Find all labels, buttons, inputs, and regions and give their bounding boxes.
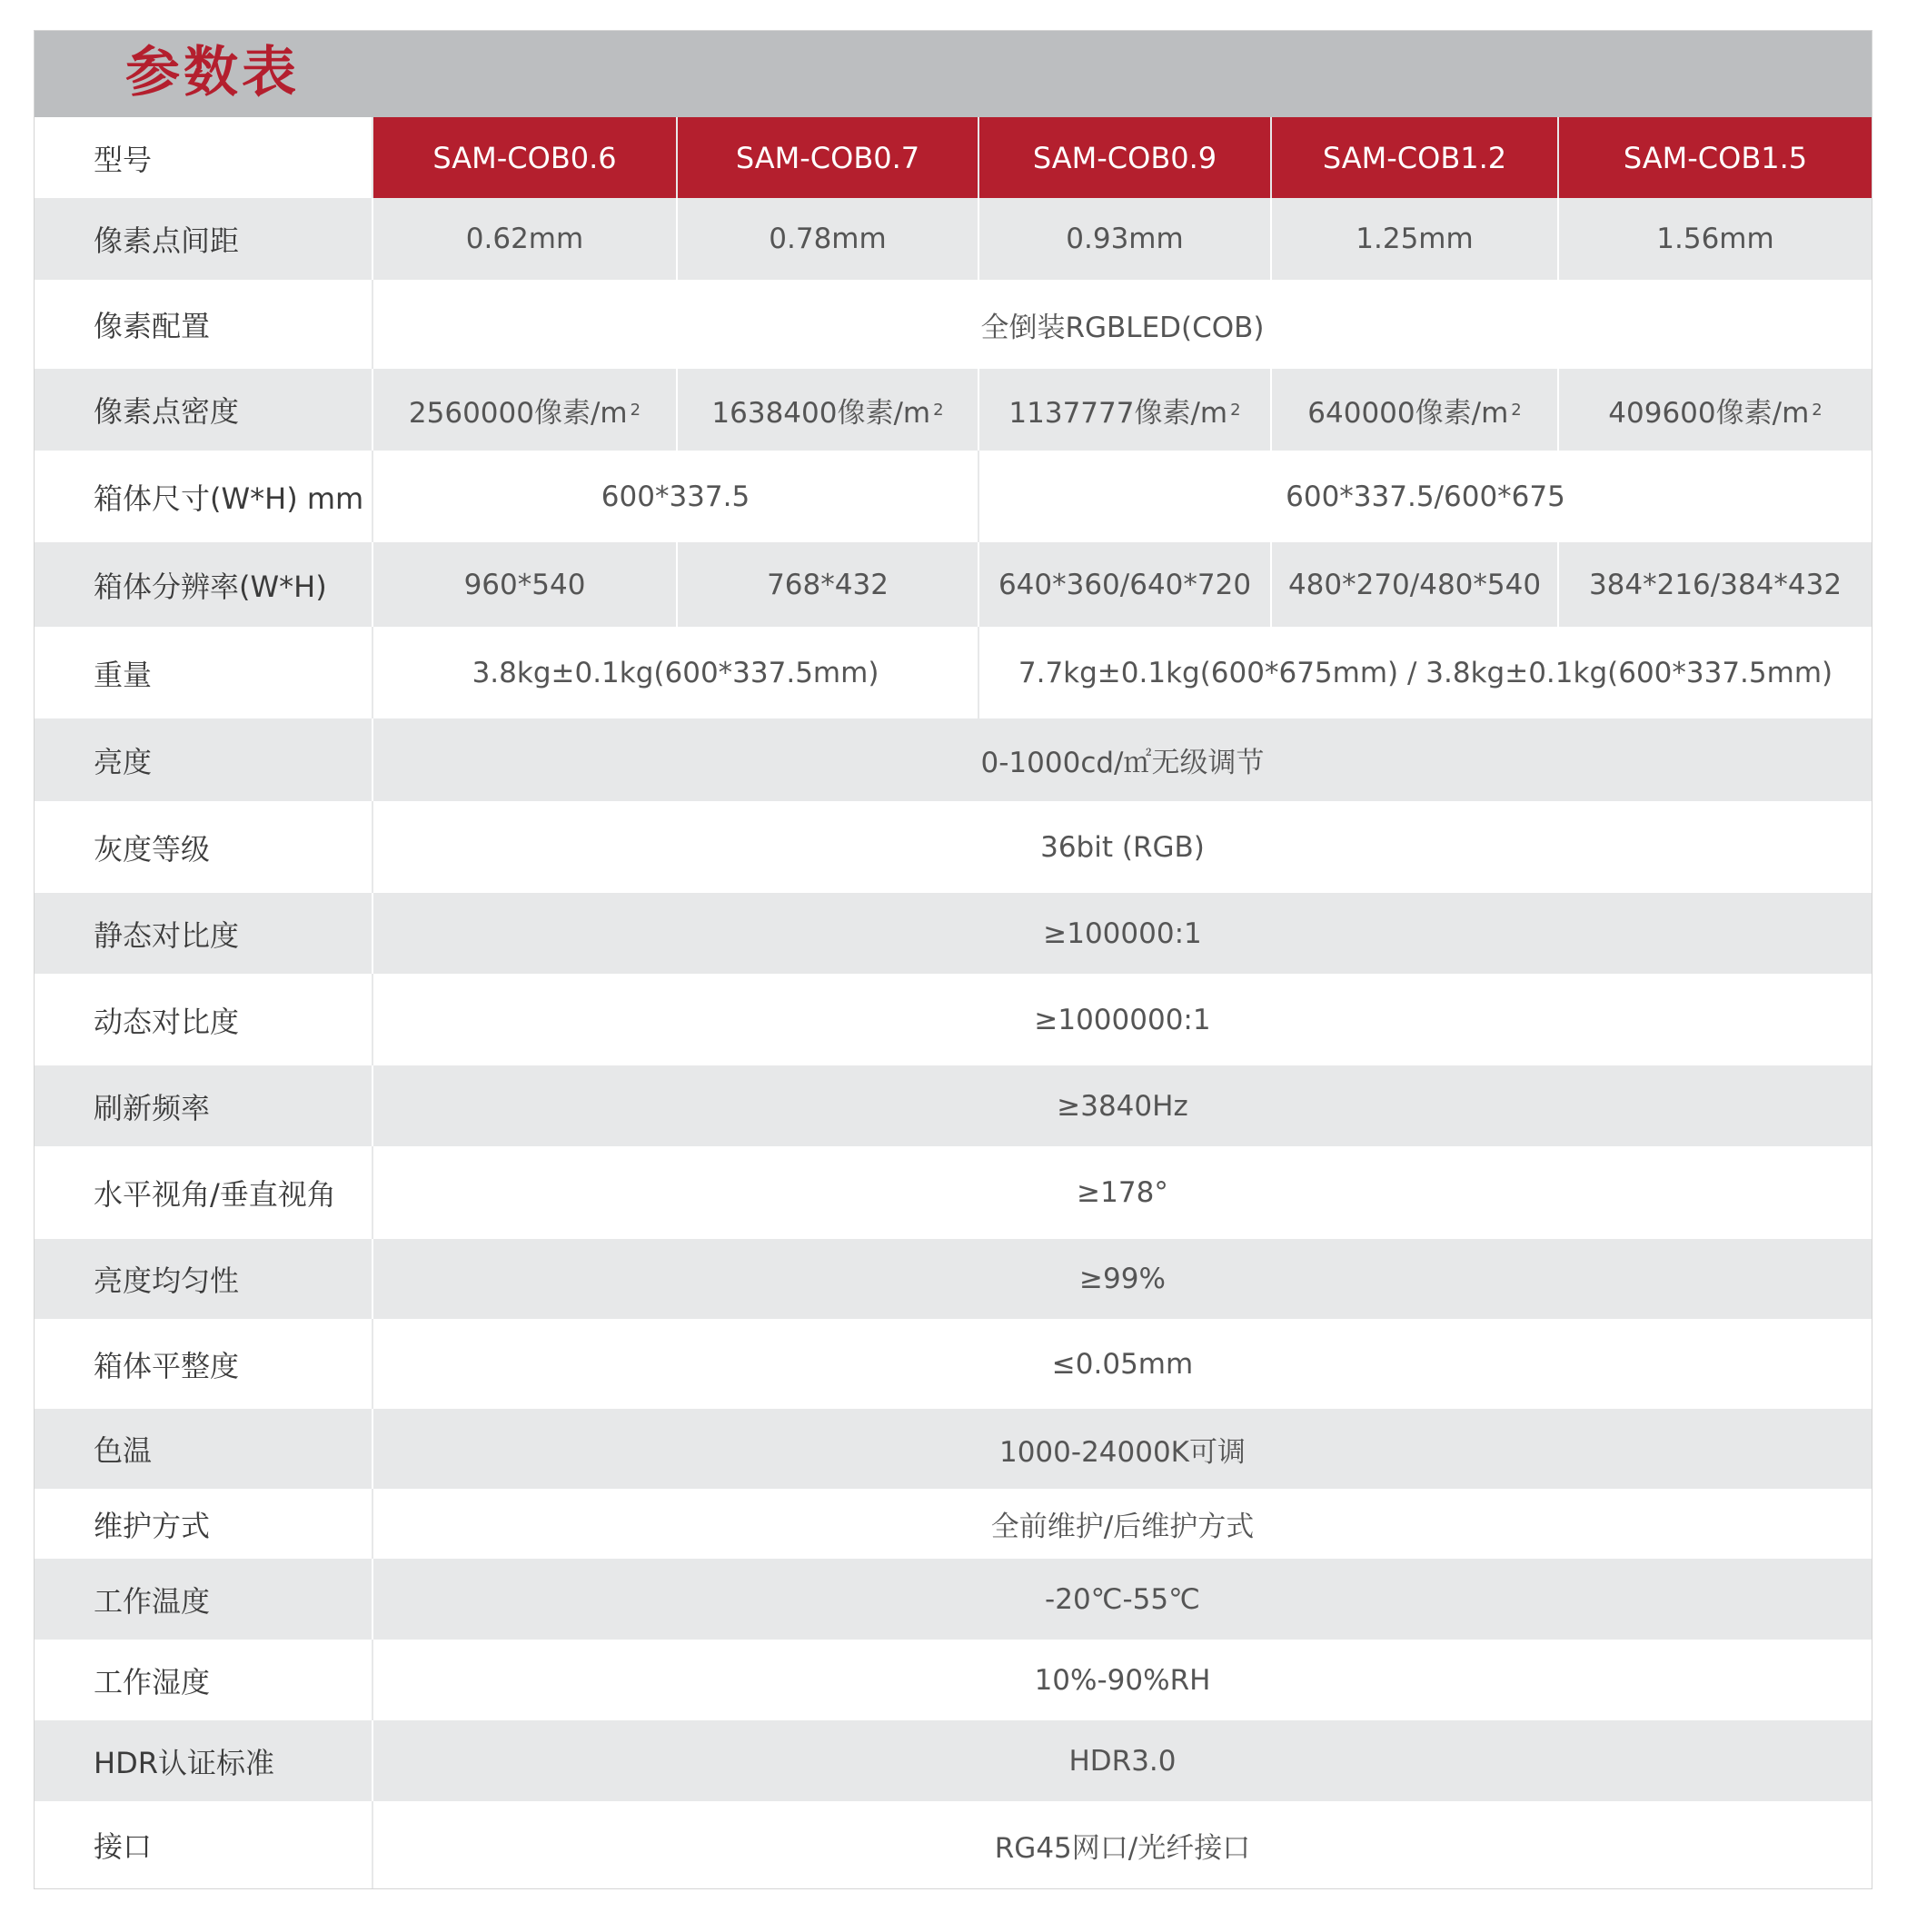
table-row [35,542,1872,627]
value-cell: 600*337.5/600*675 [1286,480,1565,513]
table-row [35,974,1872,1065]
value-cell: 480*270/480*540 [1272,542,1559,627]
value-cell: 384*216/384*432 [1588,568,1842,601]
title-bar [35,31,1872,117]
row-label: 亮度 [35,718,373,801]
value-cell: 2560000像素/m 2 [373,369,678,451]
table-row [35,801,1872,893]
value-cell: 7.7kg±0.1kg(600*675mm) / 3.8kg±0.1kg(600*337.5mm) [1018,656,1833,689]
row-label: 工作温度 [35,1559,373,1640]
table-row [35,1146,1872,1239]
value-cell: 640000像素/m 2 [1272,369,1559,451]
row-label: 静态对比度 [35,893,373,974]
value-cell: 36bit (RGB) [1040,830,1205,864]
superscript: 2 [1230,400,1241,420]
value-cell: 768*432 [678,542,979,627]
row-label: 亮度均匀性 [35,1239,373,1319]
value-cell: -20℃-55℃ [1045,1582,1200,1616]
value-cell: RG45网口/光纤接口 [994,1831,1251,1865]
value-cell: ≥1000000:1 [1034,1003,1211,1036]
table-header-row [35,117,1872,198]
superscript: 2 [1812,400,1823,420]
value-cell: 1.25mm [1272,198,1559,280]
value-cell: 3.8kg±0.1kg(600*337.5mm) [373,627,979,718]
table-row [35,1239,1872,1319]
superscript: 2 [933,400,944,420]
row-label: 像素点间距 [35,198,373,280]
value-cell: ≥3840Hz [1057,1089,1188,1123]
table-row [35,1319,1872,1409]
value-cell: 1.56mm [1656,223,1774,255]
table-row [35,1409,1872,1489]
row-label: 动态对比度 [35,974,373,1065]
table-row [35,280,1872,369]
value-cell: ≥178° [1077,1176,1168,1209]
table-row [35,893,1872,974]
superscript: 2 [1511,400,1522,420]
row-label: 重量 [35,627,373,718]
value-cell: 0-1000cd/㎡无级调节 [980,747,1265,779]
row-label: 工作湿度 [35,1640,373,1720]
table-row [35,1489,1872,1559]
value-cell: 1000-24000K可调 [998,1435,1247,1469]
row-label: 水平视角/垂直视角 [35,1146,373,1239]
page-title: 参数表 [125,41,300,104]
model-cell: SAM-COB1.2 [1272,117,1559,198]
row-label: 像素点密度 [35,369,373,451]
value-cell: 640*360/640*720 [979,542,1272,627]
value-cell: HDR3.0 [1068,1744,1177,1778]
row-label: 像素配置 [35,280,373,369]
value-cell: 409600像素/m 2 [1608,396,1823,430]
table-row [35,627,1872,718]
value-cell: ≥100000:1 [1043,916,1202,950]
value-cell: ≤0.05mm [1051,1347,1194,1381]
table-row [35,1559,1872,1640]
model-cell: SAM-COB0.9 [979,117,1272,198]
value-cell: 1638400像素/m 2 [678,369,979,451]
row-label: 刷新频率 [35,1065,373,1146]
value-cell: 600*337.5 [373,451,979,542]
value-cell: 10%-90%RH [1034,1663,1211,1697]
value-cell: 1137777像素/m 2 [979,369,1272,451]
value-cell: 全倒装RGBLED(COB) [980,311,1265,344]
model-cell: SAM-COB1.5 [1623,140,1808,175]
value-cell: 0.62mm [373,198,678,280]
spec-sheet [34,30,1872,1889]
row-label: 接口 [35,1801,373,1888]
row-label: 维护方式 [35,1489,373,1559]
row-label: 箱体平整度 [35,1319,373,1409]
model-cell: SAM-COB0.6 [373,117,678,198]
table-row [35,718,1872,801]
value-cell: 全前维护/后维护方式 [990,1511,1255,1543]
table-row [35,1720,1872,1801]
row-label: 箱体尺寸(W*H) mm [35,451,373,542]
table-row [35,1640,1872,1720]
value-cell: ≥99% [1079,1263,1166,1295]
row-label: HDR认证标准 [35,1720,373,1801]
value-cell: 960*540 [373,542,678,627]
table-row [35,1801,1872,1888]
model-cell: SAM-COB0.7 [678,117,979,198]
value-cell: 0.93mm [979,198,1272,280]
row-label: 色温 [35,1409,373,1489]
table-row [35,198,1872,280]
table-row [35,1065,1872,1146]
row-label: 型号 [35,117,373,198]
superscript: 2 [630,400,641,420]
table-row [35,451,1872,542]
table-row [35,369,1872,451]
row-label: 灰度等级 [35,801,373,893]
row-label: 箱体分辨率(W*H) [35,542,373,627]
value-cell: 0.78mm [678,198,979,280]
